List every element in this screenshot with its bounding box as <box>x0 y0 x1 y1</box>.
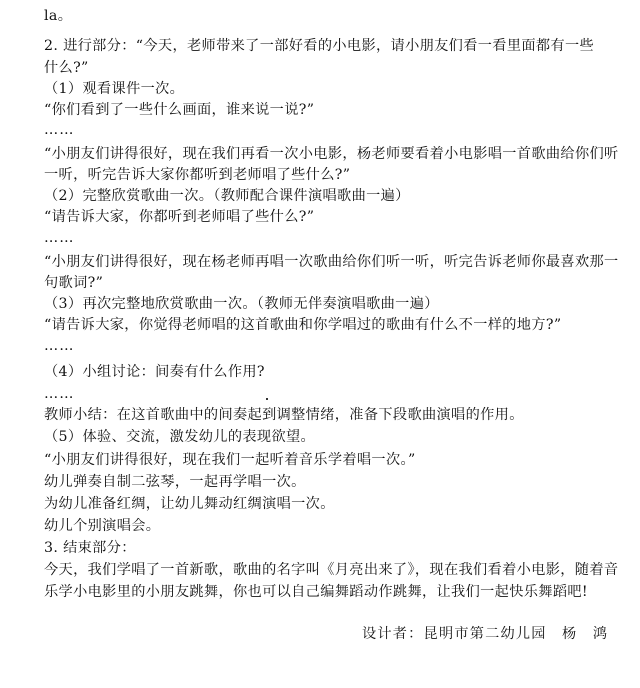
section-2-heading-line: 2. 进行部分：“今天，老师带来了一部好看的小电影，请小朋友们看一看里面都有一些 <box>44 38 595 54</box>
step-1-heading: （1）观看课件一次。 <box>44 81 185 97</box>
ellipsis-line: …… <box>44 386 75 402</box>
text-line-pinyin-fragment: la。 <box>44 8 73 24</box>
text-line: 什么?” <box>44 60 89 76</box>
teacher-speech: “小朋友们讲得很好，现在我们一起听着音乐学着唱一次。” <box>44 452 416 468</box>
teacher-question: “请告诉大家，你觉得老师唱的这首歌曲和你学唱过的歌曲有什么不一样的地方?” <box>44 317 562 333</box>
ellipsis-line: …… <box>44 338 75 354</box>
activity-line: 为幼儿准备红绸，让幼儿舞动红绸演唱一次。 <box>44 496 335 512</box>
ellipsis-line: …… <box>44 230 75 246</box>
section-3-heading: 3. 结束部分： <box>44 540 136 556</box>
teacher-question: “你们看到了一些什么画面，谁来说一说?” <box>44 102 315 118</box>
step-2-heading: （2）完整欣赏歌曲一次。（教师配合课件演唱歌曲一遍） <box>44 188 410 204</box>
closing-paragraph-line: 今天，我们学唱了一首新歌，歌曲的名字叫《月亮出来了》，现在我们看着小电影，随着音 <box>44 562 619 578</box>
step-3-heading: （3）再次完整地欣赏歌曲一次。（教师无伴奏演唱歌曲一遍） <box>44 296 439 312</box>
teacher-question: “请告诉大家，你都听到老师唱了些什么?” <box>44 209 315 225</box>
teacher-speech: “小朋友们讲得很好，现在我们再看一次小电影，杨老师要看着小电影唱一首歌曲给你们听 <box>44 146 619 162</box>
step-5-heading: （5）体验、交流，激发幼儿的表现欲望。 <box>44 429 316 445</box>
step-4-heading: （4）小组讨论：间奏有什么作用? <box>44 364 265 380</box>
activity-line: 幼儿个别演唱会。 <box>44 518 161 534</box>
teacher-summary: 教师小结：在这首歌曲中的间奏起到调整情绪，准备下段歌曲演唱的作用。 <box>44 407 524 423</box>
text-line: 一听，听完告诉大家你都听到老师唱了些什么?” <box>44 167 351 183</box>
closing-paragraph-line: 乐学小电影里的小朋友跳舞，你也可以自己编舞蹈动作跳舞，让我们一起快乐舞蹈吧! <box>44 584 588 600</box>
activity-line: 幼儿弹奏自制二弦琴，一起再学唱一次。 <box>44 474 306 490</box>
designer-credit: 设计者：昆明市第二幼儿园 杨 鸿 <box>362 626 609 642</box>
scan-speck <box>266 398 268 400</box>
ellipsis-line: …… <box>44 122 75 138</box>
teacher-speech: “小朋友们讲得很好，现在杨老师再唱一次歌曲给你们听一听，听完告诉老师你最喜欢那一 <box>44 254 619 270</box>
text-line: 句歌词?” <box>44 275 104 291</box>
